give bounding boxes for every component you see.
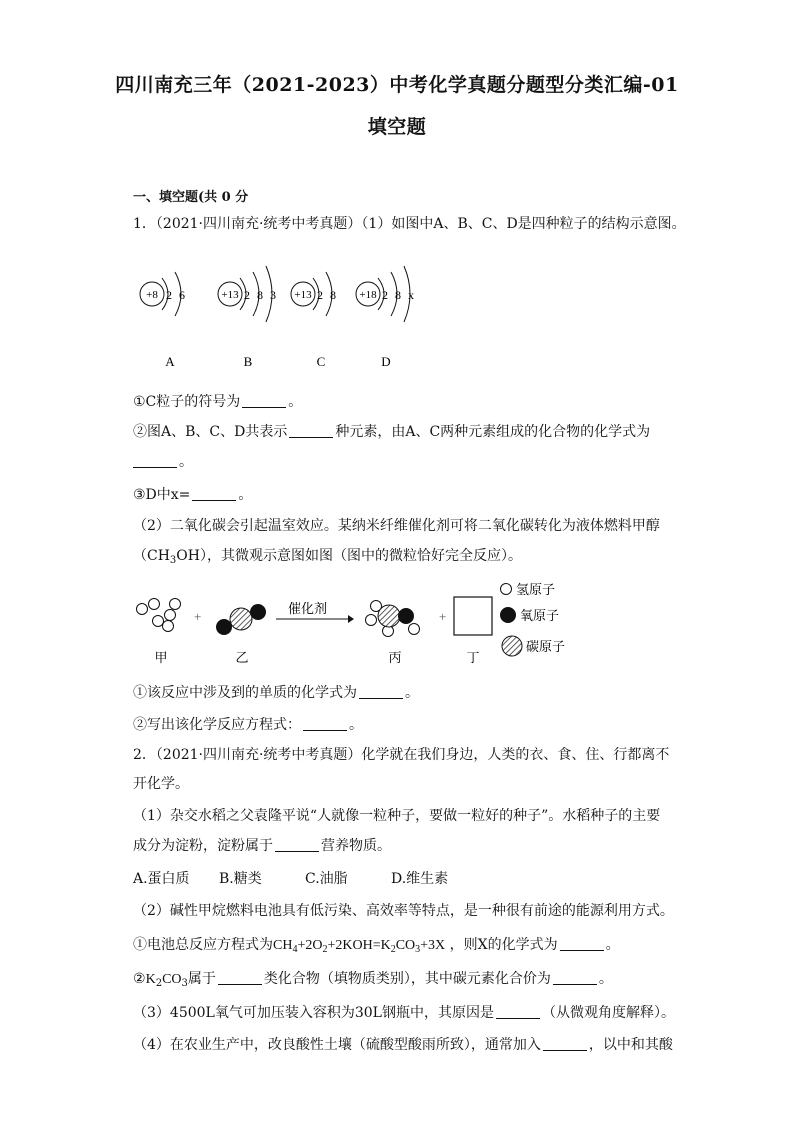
- q1-s5-end: 。: [349, 717, 363, 733]
- q2-p2-s1-end: 。: [605, 937, 620, 953]
- option-d[interactable]: D.维生素: [391, 871, 449, 887]
- answer-blank[interactable]: [218, 970, 262, 985]
- shell-electron-count: 2: [166, 288, 172, 302]
- product-bing-molecule: [366, 601, 420, 637]
- q1-p2-text-a: （CH: [133, 548, 170, 564]
- shell-electron-count: 8: [257, 288, 263, 302]
- atom-A: [140, 272, 185, 369]
- q2-p2-s2-end: 。: [598, 971, 613, 987]
- answer-blank[interactable]: [560, 936, 604, 951]
- plus-sign: +: [194, 609, 202, 624]
- q2-p1-line1: （1）杂交水稻之父袁隆平说“人就像一粒种子，要做一粒好的种子”。水稻种子的主要: [133, 808, 661, 824]
- formula-k: K: [145, 972, 156, 987]
- q2-p4-text-a: （4）在农业生产中，改良酸性土壤（硫酸型酸雨所致），通常加入: [133, 1037, 541, 1053]
- q1-s3-text: ③D中x=: [133, 487, 191, 503]
- arrow-head: [348, 615, 354, 623]
- q1-s1-text: ①C粒子的符号为: [133, 394, 241, 410]
- q1-s5-text: ②写出该化学反应方程式：: [133, 717, 301, 733]
- legend-oxygen: 氧原子: [520, 608, 560, 623]
- q1-s2-end: 。: [179, 454, 193, 470]
- answer-blank[interactable]: [359, 684, 403, 699]
- shell-electron-count: 6: [179, 288, 185, 302]
- answer-blank[interactable]: [242, 393, 286, 408]
- shell-electron-count: x: [408, 288, 414, 302]
- nucleus-charge: +13: [294, 289, 312, 301]
- option-c[interactable]: C.油脂: [305, 871, 348, 887]
- q1-s3-end: 。: [238, 487, 253, 503]
- answer-blank[interactable]: [553, 970, 597, 985]
- plus-sign: +: [439, 609, 447, 624]
- formula-co: CO: [162, 972, 182, 987]
- atom-structure-diagram: [130, 248, 430, 373]
- q2-p1-text-a: 成分为淀粉，淀粉属于: [133, 838, 273, 854]
- reactant-yi-molecule: [216, 604, 266, 635]
- doc-title-line2: 填空题: [367, 116, 427, 138]
- q2-intro1: 2．（2021·四川南充·统考中考真题）化学就在我们身边，人类的衣、食、住、行都离不: [133, 747, 670, 763]
- q2-intro2: 开化学。: [133, 776, 189, 792]
- q1-s2: [133, 421, 650, 441]
- q2-p2-s2-text-d: 类化合物（填物质类别），其中碳元素化合价为: [263, 971, 551, 987]
- subscript: 3: [169, 555, 177, 566]
- answer-blank[interactable]: [133, 453, 177, 468]
- subscript: 3: [181, 978, 188, 989]
- shell-electron-count: 2: [382, 288, 388, 302]
- answer-blank[interactable]: [543, 1036, 587, 1051]
- q2-p2-s2-text-c: 属于: [187, 971, 216, 987]
- legend-carbon: 碳原子: [526, 639, 566, 654]
- q2-p2-s1-text-a: ①电池总反应方程式为: [133, 937, 273, 953]
- battery-equation: $CH_4+2O_2+2KOH=K_2CO_3+3X$: [273, 938, 446, 955]
- option-b[interactable]: B.糖类: [219, 871, 262, 887]
- q1-s2-text-a: ②图A、B、C、D共表示: [133, 424, 288, 440]
- q1-p2-text-b: OH），其微观示意图如图（图中的微粒恰好完全反应）。: [176, 548, 522, 564]
- shell-electron-count: 3: [270, 288, 276, 302]
- q1-s2-text-b: 种元素，由A、C两种元素组成的化合物的化学式为: [335, 424, 651, 440]
- answer-blank[interactable]: [275, 837, 319, 852]
- q2-p3-text-b: （从微观角度解释）。: [541, 1005, 675, 1021]
- q1-s2-cont: [133, 451, 193, 471]
- q1-s4-end: 。: [405, 685, 419, 701]
- q2-p2-s1-text-b: ，则X的化学式为: [449, 937, 558, 953]
- option-a[interactable]: A.蛋白质: [133, 871, 190, 887]
- product-ding-box[interactable]: [454, 597, 492, 635]
- carbon-legend-icon: [502, 636, 522, 656]
- q1-p2-line1: （2）二氧化碳会引起温室效应。某纳米纤维催化剂可将二氧化碳转化为液体燃料甲醇: [133, 518, 660, 534]
- atom-label: B: [243, 354, 253, 369]
- q2-p2-line1: （2）碱性甲烷燃料电池具有低污染、高效率等特点，是一种很有前途的能源利用方式。: [133, 903, 674, 919]
- q2-options: [133, 868, 448, 888]
- legend-hydrogen: 氢原子: [516, 582, 556, 597]
- circled-2: ②: [133, 971, 146, 987]
- q1-s5: [133, 714, 363, 734]
- q2-p4-text-b: ，以中和其酸: [588, 1037, 673, 1053]
- label-bing: 丙: [388, 650, 402, 665]
- doc-title-line1: 四川南充三年（2021-2023）中考化学真题分题型分类汇编-01: [115, 74, 679, 96]
- q1-s1-end: 。: [288, 394, 303, 410]
- atom-B: [218, 266, 276, 369]
- label-jia: 甲: [154, 650, 168, 665]
- q2-p2-s1: [133, 934, 620, 955]
- oxygen-legend-icon: [500, 607, 516, 623]
- q2-p2-s2: [133, 968, 613, 989]
- q2-p4: [133, 1034, 673, 1054]
- subscript: 2: [155, 978, 163, 989]
- q1-p2-line2: [133, 545, 522, 566]
- section-heading: 一、填空题(共 0 分: [133, 190, 249, 205]
- label-ding: 丁: [466, 650, 480, 665]
- catalyst-label: 催化剂: [288, 601, 328, 616]
- label-yi: 乙: [235, 650, 249, 665]
- answer-blank[interactable]: [289, 423, 333, 438]
- q1-s4: [133, 682, 419, 702]
- shell-electron-count: 8: [395, 288, 401, 302]
- atom-C: [291, 272, 336, 369]
- q1-s4-text: ①该反应中涉及到的单质的化学式为: [133, 685, 357, 701]
- q2-p1-text-b: 营养物质。: [321, 838, 391, 854]
- legend: [500, 582, 565, 656]
- nucleus-charge: +13: [221, 289, 239, 301]
- answer-blank[interactable]: [303, 716, 347, 731]
- shell-electron-count: 2: [317, 288, 323, 302]
- shell-electron-count: 2: [244, 288, 250, 302]
- atom-D: [356, 266, 414, 369]
- atom-label: C: [316, 354, 326, 369]
- q2-p1-line2: [133, 835, 391, 855]
- reactant-jia-molecules: [137, 599, 181, 632]
- q2-p3: [133, 1002, 675, 1022]
- answer-blank[interactable]: [496, 1004, 540, 1019]
- q1-intro: 1．（2021·四川南充·统考中考真题）（1）如图中A、B、C、D是四种粒子的结构示意图。: [133, 216, 686, 232]
- reaction-diagram: [130, 576, 580, 668]
- q1-s3: [133, 484, 252, 504]
- atom-label: D: [381, 354, 391, 369]
- q2-p3-text-a: （3）4500L氧气可加压装入容积为30L钢瓶中，其原因是: [133, 1005, 494, 1021]
- nucleus-charge: +8: [146, 289, 158, 301]
- atom-label: A: [165, 354, 175, 369]
- shell-electron-count: 8: [330, 288, 336, 302]
- answer-blank[interactable]: [192, 486, 236, 501]
- q1-s1: [133, 391, 302, 411]
- nucleus-charge: +18: [359, 289, 377, 301]
- hydrogen-legend-icon: [501, 584, 512, 595]
